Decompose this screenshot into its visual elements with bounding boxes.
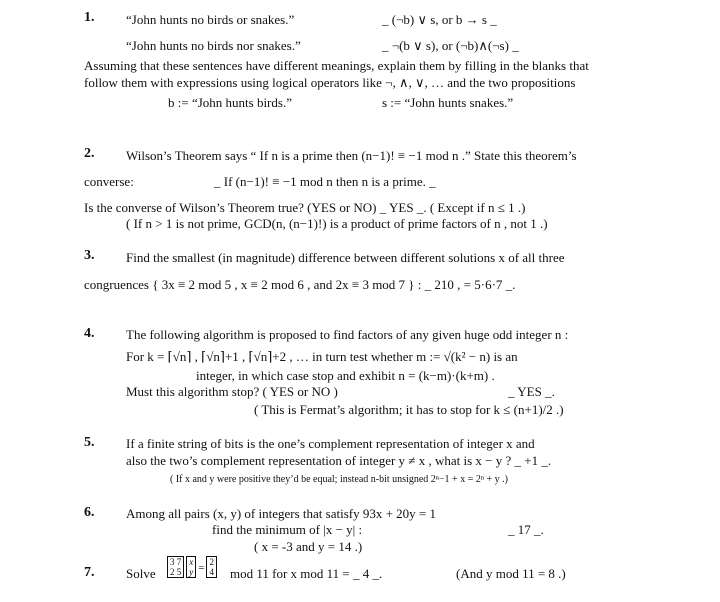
q1-paragraph-line-1: Assuming that these sentences have different meanings, explain them by filling in the blanks that: [84, 58, 589, 73]
q6-line-3: ( x = -3 and y = 14 .): [254, 539, 363, 554]
q7-v1: x: [189, 557, 194, 567]
q5-line-2: also the two’s complement representation of integer y ≠ x , what is x − y ? _ +1 _.: [126, 453, 552, 468]
q5-number: 5.: [84, 435, 95, 450]
q4-answer: _ YES _.: [508, 384, 555, 399]
q7-m12: 7: [176, 557, 182, 567]
q2-text: Wilson’s Theorem says “ If n is a prime then (n−1)! ≡ −1 mod n .” State this theorem’s: [126, 148, 577, 163]
q2-question: Is the converse of Wilson’s Theorem true? (YES or NO) _ YES _. ( Except if n ≤ 1 .): [84, 200, 526, 215]
q7-m21: 2: [170, 567, 175, 577]
q1-definition-b: b := “John hunts birds.”: [168, 95, 292, 110]
q4-line-4: Must this algorithm stop? ( YES or NO ): [126, 384, 338, 399]
q1-number: 1.: [84, 10, 95, 25]
q7-matrix-equation: [166, 556, 218, 579]
q4-line-1: The following algorithm is proposed to find factors of any given huge odd integer n :: [126, 327, 569, 342]
q6-line-2: find the minimum of |x − y| :: [212, 522, 363, 537]
q4-line-5: ( This is Fermat’s algorithm; it has to stop for k ≤ (n+1)/2 .): [254, 402, 564, 417]
q6-line-1: Among all pairs (x, y) of integers that satisfy 93x + 20y = 1: [126, 506, 437, 521]
q3-text: Find the smallest (in magnitude) difference between different solutions x of all three: [126, 250, 565, 265]
q7-r2: 4: [209, 567, 214, 577]
q1-sentence-2: “John hunts no birds nor snakes.”: [126, 38, 301, 53]
q4-line-2: For k = ⌈√n⌉ , ⌈√n⌉+1 , ⌈√n⌉+2 , … in turn test whether m := √(k² − n) is an: [126, 349, 518, 364]
q7-equals: =: [198, 561, 205, 574]
q7-coefficient-matrix: [167, 556, 184, 579]
q1-definition-s: s := “John hunts snakes.”: [382, 95, 514, 110]
q4-number: 4.: [84, 326, 95, 341]
q7-variable-vector: [186, 556, 196, 579]
q5-line-3: ( If x and y were positive they’d be equal; instead n-bit unsigned 2ⁿ−1 + x = 2ⁿ + y .): [170, 474, 508, 485]
q2-converse-answer: _ If (n−1)! ≡ −1 mod n then n is a prime. _: [214, 174, 436, 189]
q3-number: 3.: [84, 248, 95, 263]
q7-r1: 2: [209, 557, 214, 567]
q7-m22: 5: [176, 567, 182, 577]
q5-line-1: If a finite string of bits is the one’s complement representation of integer x and: [126, 436, 535, 451]
q2-number: 2.: [84, 146, 95, 161]
q6-answer: _ 17 _.: [508, 522, 544, 537]
q7-m11: 3: [170, 557, 175, 567]
q7-rest: mod 11 for x mod 11 = _ 4 _.: [230, 566, 383, 581]
q1-sentence-1: “John hunts no birds or snakes.”: [126, 12, 295, 27]
q7-note: (And y mod 11 = 8 .): [456, 566, 566, 581]
q2-note: ( If n > 1 is not prime, GCD(n, (n−1)!) is a product of prime factors of n , not 1 .): [126, 216, 548, 231]
q3-text-2: congruences { 3x ≡ 2 mod 5 , x ≡ 2 mod 6 , and 2x ≡ 3 mod 7 } : _ 210 , = 5·6·7 _.: [84, 277, 516, 292]
q4-line-3: integer, in which case stop and exhibit n = (k−m)·(k+m) .: [196, 368, 495, 383]
q2-converse-label: converse:: [84, 174, 134, 189]
q1-answer-1: _ (¬b) ∨ s, or b → s _: [382, 12, 497, 27]
q1-answer-2: _ ¬(b ∨ s), or (¬b)∧(¬s) _: [382, 38, 519, 53]
q7-number: 7.: [84, 565, 95, 580]
q1-paragraph-line-2: follow them with expressions using logical operators like ¬, ∧, ∨, … and the two propositions: [84, 75, 576, 90]
q7-solve-label: Solve: [126, 566, 156, 581]
q6-number: 6.: [84, 505, 95, 520]
q7-rhs-vector: [206, 556, 217, 579]
q7-v2: y: [189, 567, 194, 577]
